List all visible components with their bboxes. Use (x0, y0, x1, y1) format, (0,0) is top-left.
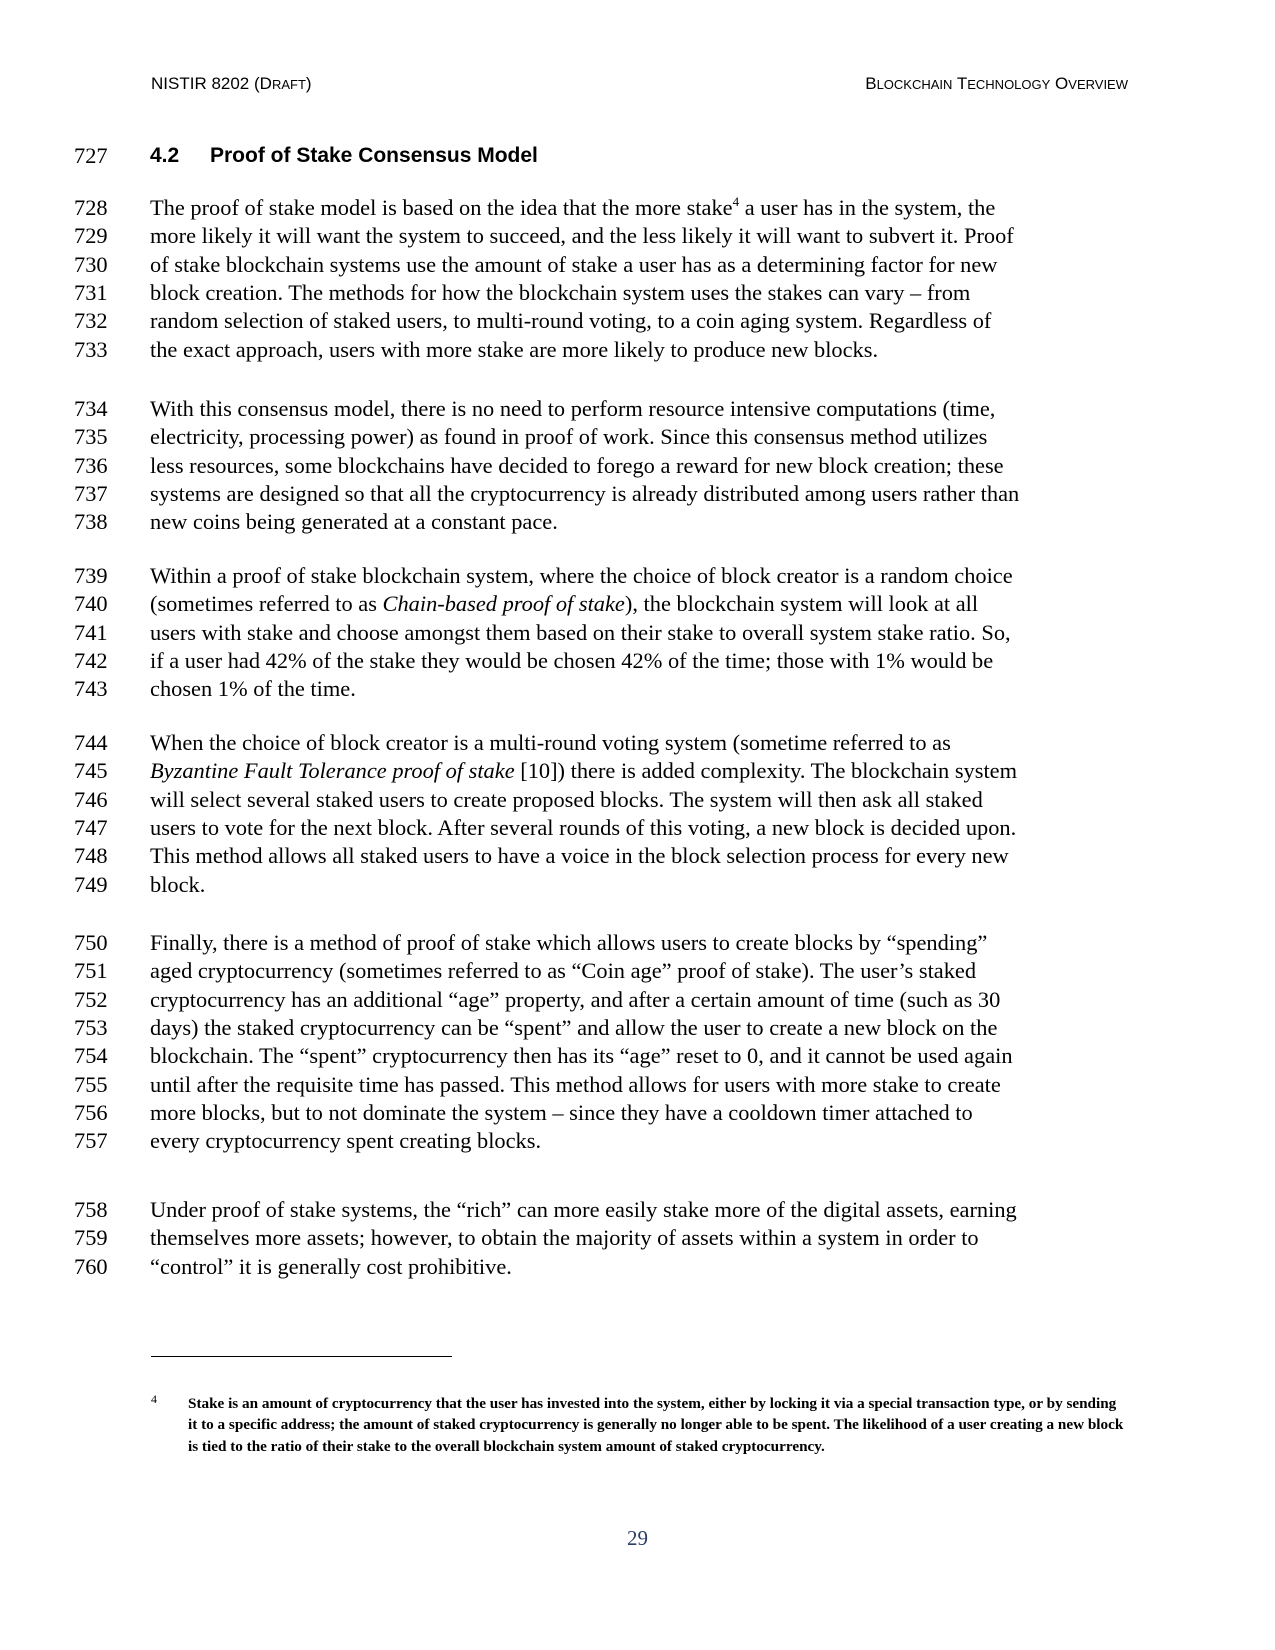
text-line (0, 728, 1275, 757)
line-text: more blocks, but to not dominate the system – since they have a cooldown timer attached to (150, 1099, 973, 1125)
text-line (0, 589, 1275, 618)
line-text: the exact approach, users with more stake are more likely to produce new blocks. (150, 336, 879, 362)
text-line (0, 1252, 1275, 1281)
text-line (0, 1195, 1275, 1224)
text-line (0, 306, 1275, 335)
line-text: blockchain. The “spent” cryptocurrency then has its “age” reset to 0, and it cannot be used again (150, 1043, 1013, 1069)
text-line (0, 422, 1275, 451)
page-number: 29 (627, 1526, 648, 1550)
text-line (0, 956, 1275, 985)
line-number: 746 (74, 786, 108, 812)
line-number: 743 (74, 676, 108, 702)
line-number: 738 (74, 509, 108, 535)
line-number: 753 (74, 1014, 108, 1040)
line-number: 730 (74, 251, 108, 277)
text-line (0, 479, 1275, 508)
section-title: Proof of Stake Consensus Model (210, 144, 538, 167)
text-line (0, 646, 1275, 675)
text-line (0, 278, 1275, 307)
footnote-reference: 4 (732, 194, 740, 209)
line-number: 755 (74, 1071, 108, 1097)
line-text: cryptocurrency has an additional “age” property, and after a certain amount of time (such as 30 (150, 986, 1001, 1012)
line-text: more likely it will want the system to succeed, and the less likely it will want to subvert it. Proof (150, 223, 1014, 249)
line-number: 756 (74, 1099, 108, 1125)
line-text: With this consensus model, there is no need to perform resource intensive computations (time, (150, 396, 996, 421)
footnote-mark: 4 (151, 1392, 157, 1406)
line-text: block creation. The methods for how the blockchain system uses the stakes can vary – from (150, 279, 971, 305)
text-line (0, 394, 1275, 423)
text-line (0, 335, 1275, 364)
line-text: systems are designed so that all the cryptocurrency is already distributed among users rather than (150, 480, 1020, 506)
line-number: 731 (74, 279, 108, 305)
line-number: 728 (74, 195, 108, 220)
text-line (0, 813, 1275, 842)
line-text: new coins being generated at a constant pace. (150, 509, 558, 535)
italic-term: Byzantine Fault Tolerance proof of stake (150, 758, 515, 784)
text-line (0, 1098, 1275, 1127)
text-line (0, 785, 1275, 814)
text-line (0, 1126, 1275, 1155)
line-number: 749 (74, 871, 108, 897)
text-line (0, 250, 1275, 279)
text-line (0, 841, 1275, 870)
line-text: chosen 1% of the time. (150, 676, 356, 702)
text-line (0, 221, 1275, 250)
text-line (0, 674, 1275, 703)
line-text: less resources, some blockchains have decided to forego a reward for new block creation; these (150, 452, 1004, 478)
line-number: 754 (74, 1043, 108, 1069)
line-number: 757 (74, 1128, 108, 1154)
line-number: 750 (74, 930, 108, 955)
text-line (0, 618, 1275, 647)
text-line (0, 870, 1275, 899)
line-number: 747 (74, 814, 108, 840)
text-line (0, 193, 1275, 222)
line-text: Within a proof of stake blockchain system, where the choice of block creator is a random choice (150, 563, 1013, 588)
line-text: will select several staked users to create proposed blocks. The system will then ask all staked (150, 786, 983, 812)
line-number: 732 (74, 308, 108, 334)
line-number: 760 (74, 1253, 108, 1279)
line-text: Byzantine Fault Tolerance proof of stake [10]) there is added complexity. The blockchain system (150, 758, 1018, 784)
line-text: users with stake and choose amongst them based on their stake to overall system stake ratio. So, (150, 619, 1011, 645)
line-text: users to vote for the next block. After several rounds of this voting, a new block is decided upon. (150, 814, 1017, 840)
line-number: 741 (74, 619, 108, 645)
italic-term: Chain-based proof of stake (382, 591, 625, 617)
line-text: themselves more assets; however, to obtain the majority of assets within a system in order to (150, 1225, 979, 1251)
line-text: block. (150, 871, 206, 897)
line-number: 744 (74, 730, 108, 755)
line-text: This method allows all staked users to have a voice in the block selection process for every new (150, 843, 1009, 869)
running-header-left: NISTIR 8202 (DRAFT) (151, 74, 312, 93)
line-number: 735 (74, 424, 108, 450)
line-text: electricity, processing power) as found in proof of work. Since this consensus method utilizes (150, 424, 988, 450)
text-line (0, 451, 1275, 480)
text-line (0, 561, 1275, 590)
footnote-divider (151, 1356, 452, 1357)
line-text: if a user had 42% of the stake they would be chosen 42% of the time; those with 1% would be (150, 647, 994, 673)
line-number: 740 (74, 591, 108, 617)
text-line (0, 1223, 1275, 1252)
line-text: (sometimes referred to as Chain-based proof of stake), the blockchain system will look at all (150, 591, 979, 617)
line-number: 742 (74, 647, 108, 673)
line-text: of stake blockchain systems use the amount of stake a user has as a determining factor for new (150, 251, 998, 277)
line-number: 739 (74, 563, 108, 588)
line-number: 736 (74, 452, 108, 478)
line-number: 737 (74, 480, 108, 506)
text-line (0, 756, 1275, 785)
line-number: 759 (74, 1225, 108, 1251)
text-line (0, 1041, 1275, 1070)
line-number: 733 (74, 336, 108, 362)
line-text: The proof of stake model is based on the idea that the more stake$^4$ a user has in the system, the (150, 194, 996, 220)
line-text: until after the requisite time has passed. This method allows for users with more stake to create (150, 1071, 1001, 1097)
section-number: 4.2 (150, 144, 180, 167)
line-number: 758 (74, 1197, 108, 1222)
text-line (0, 928, 1275, 957)
line-text: every cryptocurrency spent creating blocks. (150, 1128, 542, 1154)
line-text: Finally, there is a method of proof of stake which allows users to create blocks by “spending” (150, 930, 988, 955)
line-text: aged cryptocurrency (sometimes referred to as “Coin age” proof of stake). The user’s staked (150, 958, 977, 984)
section-heading (0, 141, 1275, 170)
line-number: 748 (74, 843, 108, 869)
line-text: “control” it is generally cost prohibitive. (150, 1253, 512, 1279)
line-text: days) the staked cryptocurrency can be “spent” and allow the user to create a new block on the (150, 1014, 998, 1040)
line-text: Under proof of stake systems, the “rich” can more easily stake more of the digital assets, earning (150, 1197, 1017, 1222)
footnote-text: Stake is an amount of cryptocurrency that the user has invested into the system, either by locking it via a special transaction type, or by sending it to a specific address; the amount of staked cryptocurrency is generally no longer able to be spent. The likelihood of a user creating a new block is tied to the ratio of their stake to the overall blockchain system amount of staked cryptocurrency. (188, 1395, 1124, 1455)
line-number: 752 (74, 986, 108, 1012)
line-number: 751 (74, 958, 108, 984)
line-text: When the choice of block creator is a multi-round voting system (sometime referred to as (150, 730, 951, 755)
line-number: 729 (74, 223, 108, 249)
text-line (0, 1013, 1275, 1042)
running-header-right: BLOCKCHAIN TECHNOLOGY OVERVIEW (865, 74, 1128, 93)
text-line (0, 1070, 1275, 1099)
line-number: 745 (74, 758, 108, 784)
line-number: 727 (74, 143, 108, 168)
line-number: 734 (74, 396, 108, 421)
text-line (0, 985, 1275, 1014)
text-line (0, 507, 1275, 536)
line-text: random selection of staked users, to multi-round voting, to a coin aging system. Regardless of (150, 308, 992, 334)
